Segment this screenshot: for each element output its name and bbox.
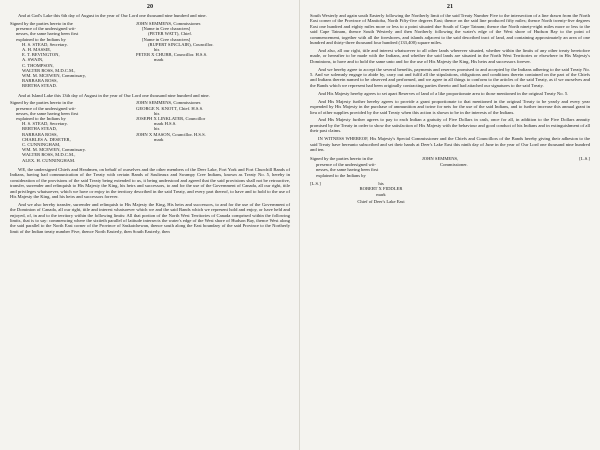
signatory-line: JOHN SEMMENS, bbox=[422, 156, 459, 162]
left-paragraph-territory: And we also hereby transfer, surrender and relinquish to His Majesty the King, His heirs and successors, to and for the use of the Government of the Dominion of Canada, all our right, title and interest whatsoever which we and the said Bands which we represent hold and enjoy, or have held and enjoyed, of, in and to the territory within the following limits: All that portion of the North West Territories of Canada comprised within the following limits, that is to say: commencing where the sixtieth parallel of latitude intersects the water's edge of the West shore of Hudson Bay, thence West along the said parallel to the North East corner of the Province of Saskatchewan, thence south along the East boundary of the said Province to the Northerly limit of the Indian treaty number Five, thence North Easterly, then South Easterly, then bbox=[10, 201, 290, 234]
witness-column bbox=[10, 21, 136, 89]
signatory-line: JOHN SEMMENS, Commissioner. bbox=[136, 100, 202, 106]
witness-line: WALTER ROSS, M.D.C.M., bbox=[22, 152, 76, 158]
witness-line: H. S. STEAD, Secretary. bbox=[22, 41, 68, 47]
signatory-line: (PETER WATT), Chief. bbox=[148, 31, 193, 37]
witness-line: explained to the Indians by bbox=[16, 116, 66, 122]
signatory-line: mark bbox=[154, 57, 164, 63]
signatory-line: PETER X CHUBB, Councillor. H.S.S. bbox=[136, 52, 208, 58]
page-number-left: 20 bbox=[146, 3, 154, 10]
witness-line: A. H. MASSIE, bbox=[22, 46, 52, 52]
right-paragraph-reserves: And His Majesty hereby agrees to set apart Reserves of land of a like proportionate area to those mentioned in the original Treaty No. 5. bbox=[318, 90, 569, 96]
seal-left: [L.S.] bbox=[310, 180, 321, 186]
seal-right: [L.S.] bbox=[579, 156, 590, 162]
witness-line: E. T. BEVINGTON, bbox=[22, 52, 60, 58]
page-gutter bbox=[299, 0, 300, 450]
signatory-line: [Name in Cree characters] bbox=[142, 36, 191, 42]
signatory-column bbox=[136, 100, 290, 162]
witness-line: C. THOMPSON, bbox=[22, 62, 54, 68]
witness-line: nesses, the same having been first bbox=[316, 167, 379, 173]
witness-line: nesses, the same having been first bbox=[16, 110, 79, 116]
signatory-line: his bbox=[154, 46, 160, 52]
right-paragraph-ammunition: And His Majesty further hereby agrees to provide a grant proportionate to that mentioned in the original Treaty to be yearly and every year expended by His Majesty in the purchase of ammunition and twine for nets for the use of the said Indians, and to further increase this annual grant in lieu of other supplies provided by the said Treaty when this action is shown to be in the interests of the Indians. bbox=[310, 98, 590, 115]
witness-line: BERTHA STEAD. bbox=[22, 83, 57, 89]
witness-line: Signed by the parties hereto in the bbox=[10, 100, 73, 106]
signatory-line: JOSEPH X LINKLATER, Councillor bbox=[136, 116, 206, 122]
witness-line: presence of the undersigned wit- bbox=[16, 105, 76, 111]
right-paragraph-benefits: And we hereby agree to accept the several benefits, payments and reserves promised to and accepted by the Indians adhering to the said Treaty No. 5. And we solemnly engage to abide by, carry out and fulfil all the stipulations, obligations and conditions therein contained on the part of the Chiefs and Indians therein named to be observed and performed, and we agree in all things to conform to the articles of the said Treaty, as if we ourselves and the Bands which we represent had been originally contracting parties thereto and had attached our signatures to the said Treaty. bbox=[310, 66, 590, 88]
signature-his: his bbox=[378, 180, 384, 186]
signatory-line: his bbox=[154, 110, 160, 116]
witness-line: H. S. STEAD, Secretary. bbox=[22, 121, 68, 127]
left-paragraph-island-lake: And at Island Lake this 13th day of August in the year of Our Lord one thousand nine hundred and nine. bbox=[18, 92, 210, 98]
chief-signature bbox=[310, 181, 590, 205]
right-page bbox=[302, 2, 598, 448]
signatory-line: (RUPERT SINCLAIR), Councillor. bbox=[148, 41, 214, 47]
witness-line: explained to the Indians by bbox=[16, 36, 66, 42]
witness-line: ALEX. H. CUNNINGHAM. bbox=[22, 157, 76, 163]
signatory-column bbox=[422, 156, 566, 178]
right-paragraph-boundaries: South Westerly and again south Easterly following the Northerly limit of the said Treaty Number Five to the intersection of a line drawn from the North East corner of the Province of Manitoba, North Fifty-five degrees East; thence on the said line produced fifty miles; thence North twenty-five degrees East one hundred and eighty miles more or less to a point situated due South of Cape Tatnam; thence due North ninety-eight miles more or less to the said Cape Tatnam, thence South Westerly and then Northerly following the water's edge of the West shore of Hudson Bay to the point of commencement, together with all the foreshores, and islands adjacent to the said described tract of land, and containing approximately an area of one hundred and thirty-three thousand four hundred (133,400) square miles. bbox=[310, 13, 590, 46]
signatory-column bbox=[136, 21, 290, 89]
witness-column bbox=[310, 156, 422, 178]
signature-block-island-lake bbox=[10, 100, 290, 162]
left-page bbox=[2, 2, 298, 448]
left-paragraph-gods-lake: And at God's Lake this 6th day of August in the year of Our Lord one thousand nine hundred and nine. bbox=[18, 13, 207, 18]
witness-line: WM. M. MCEWEN, Commissary, bbox=[22, 72, 86, 78]
witness-line: presence of the undersigned wit- bbox=[316, 161, 376, 167]
signature-block-gods-lake bbox=[10, 21, 290, 89]
witness-line: A. SWAIN, bbox=[22, 57, 44, 63]
witness-line: WALTER ROSS, M.D.C.M., bbox=[22, 67, 76, 73]
signatory-line: his bbox=[154, 126, 160, 132]
signatory-line: mark bbox=[154, 136, 164, 142]
signatory-line: JOHN SEMMENS, Commissioner. bbox=[136, 20, 202, 26]
witness-line: presence of the undersigned wit- bbox=[16, 26, 76, 32]
right-paragraph-other-lands: And also, all our right, title and interest whatsoever to all other lands wherever situated, whether within the limits of any other treaty heretofore made, or hereafter to be made with the Indians, and whether the said lands are situated in the North West Territories or elsewhere in His Majesty's Dominions, to have and to hold the same unto and for the use of His Majesty the King, His heirs and successors forever. bbox=[310, 47, 590, 64]
signatory-line: [Name in Cree characters] bbox=[142, 26, 191, 32]
signatory-line: mark H.S.S. bbox=[154, 121, 177, 127]
signature-block-deers-lake bbox=[310, 156, 590, 178]
witness-line: BARBARA ROSS, bbox=[22, 78, 58, 84]
signature-title: Chief of Deer's Lake East bbox=[357, 199, 405, 205]
chief-signature-lines bbox=[326, 181, 436, 205]
signatory-line: Commissioner. bbox=[440, 161, 468, 167]
witness-line: C. CUNNINGHAM, bbox=[22, 142, 61, 148]
right-paragraph-gratuity: And His Majesty further agrees to pay to each Indian a gratuity of Five Dollars in cash, once for all, in addition to the Five Dollars annuity promised by the Treaty in order to show the satisfaction of His Majesty with the behaviour and good conduct of his Indians and in extinguishment of all their past claims. bbox=[310, 117, 590, 134]
witness-column bbox=[10, 100, 136, 162]
signatory-line: GEORGE N. KNOTT, Chief. H.S.S. bbox=[136, 105, 204, 111]
witness-line: BERTHA STEAD, bbox=[22, 126, 57, 132]
left-paragraph-adhesion: WE, the undersigned Chiefs and Headmen, on behalf of ourselves and the other members of the Deer Lake, Fort York and Fort Churchill Bands of Indians, having had communication of the Treaty with certain Bands of Saulteaux and Swampy Cree Indians, known as Treaty No. 5, hereby in consideration of the provisions of the said Treaty being extended to us, it being understood and agreed that the said provisions shall not be retroactive, transfer, surrender and relinquish to His Majesty the King, his heirs and successors, to and for the use of the Government of Canada, all our right, title and privileges whatsoever, which we have or enjoy in the territory described in the said Treaty, and every part thereof, to have and to hold to the use of His Majesty the King, and his heirs and successors forever. bbox=[10, 166, 290, 199]
witness-line: BARBARA ROSS, bbox=[22, 131, 58, 137]
witness-line: Signed by the parties hereto in the bbox=[10, 20, 73, 26]
witness-line: nesses, the same having been first bbox=[16, 31, 79, 37]
signature-signer: ROBERT X FIDDLER bbox=[359, 186, 403, 192]
signatory-line: JOHN X MASON, Councillor. H.S.S. bbox=[136, 131, 206, 137]
page-number-right: 21 bbox=[446, 3, 454, 10]
witness-line: WM. M. MCEWEN, Commissary. bbox=[22, 147, 86, 153]
signature-mark: mark bbox=[376, 191, 386, 197]
witness-line: CHARLES A. DESETER, bbox=[22, 136, 71, 142]
witness-line: Signed by the parties hereto in the bbox=[310, 156, 373, 162]
right-paragraph-in-witness: IN WITNESS WHEREOF, His Majesty's Special Commissioner and the Chiefs and Councillors of the Bands hereby giving their adhesion to the said Treaty have hereunto subscribed and set their hands at Deer's Lake East this ninth day of June in the year of Our Lord one thousand nine hundred and ten. bbox=[310, 136, 590, 152]
witness-line: explained to the Indians by bbox=[316, 172, 366, 178]
